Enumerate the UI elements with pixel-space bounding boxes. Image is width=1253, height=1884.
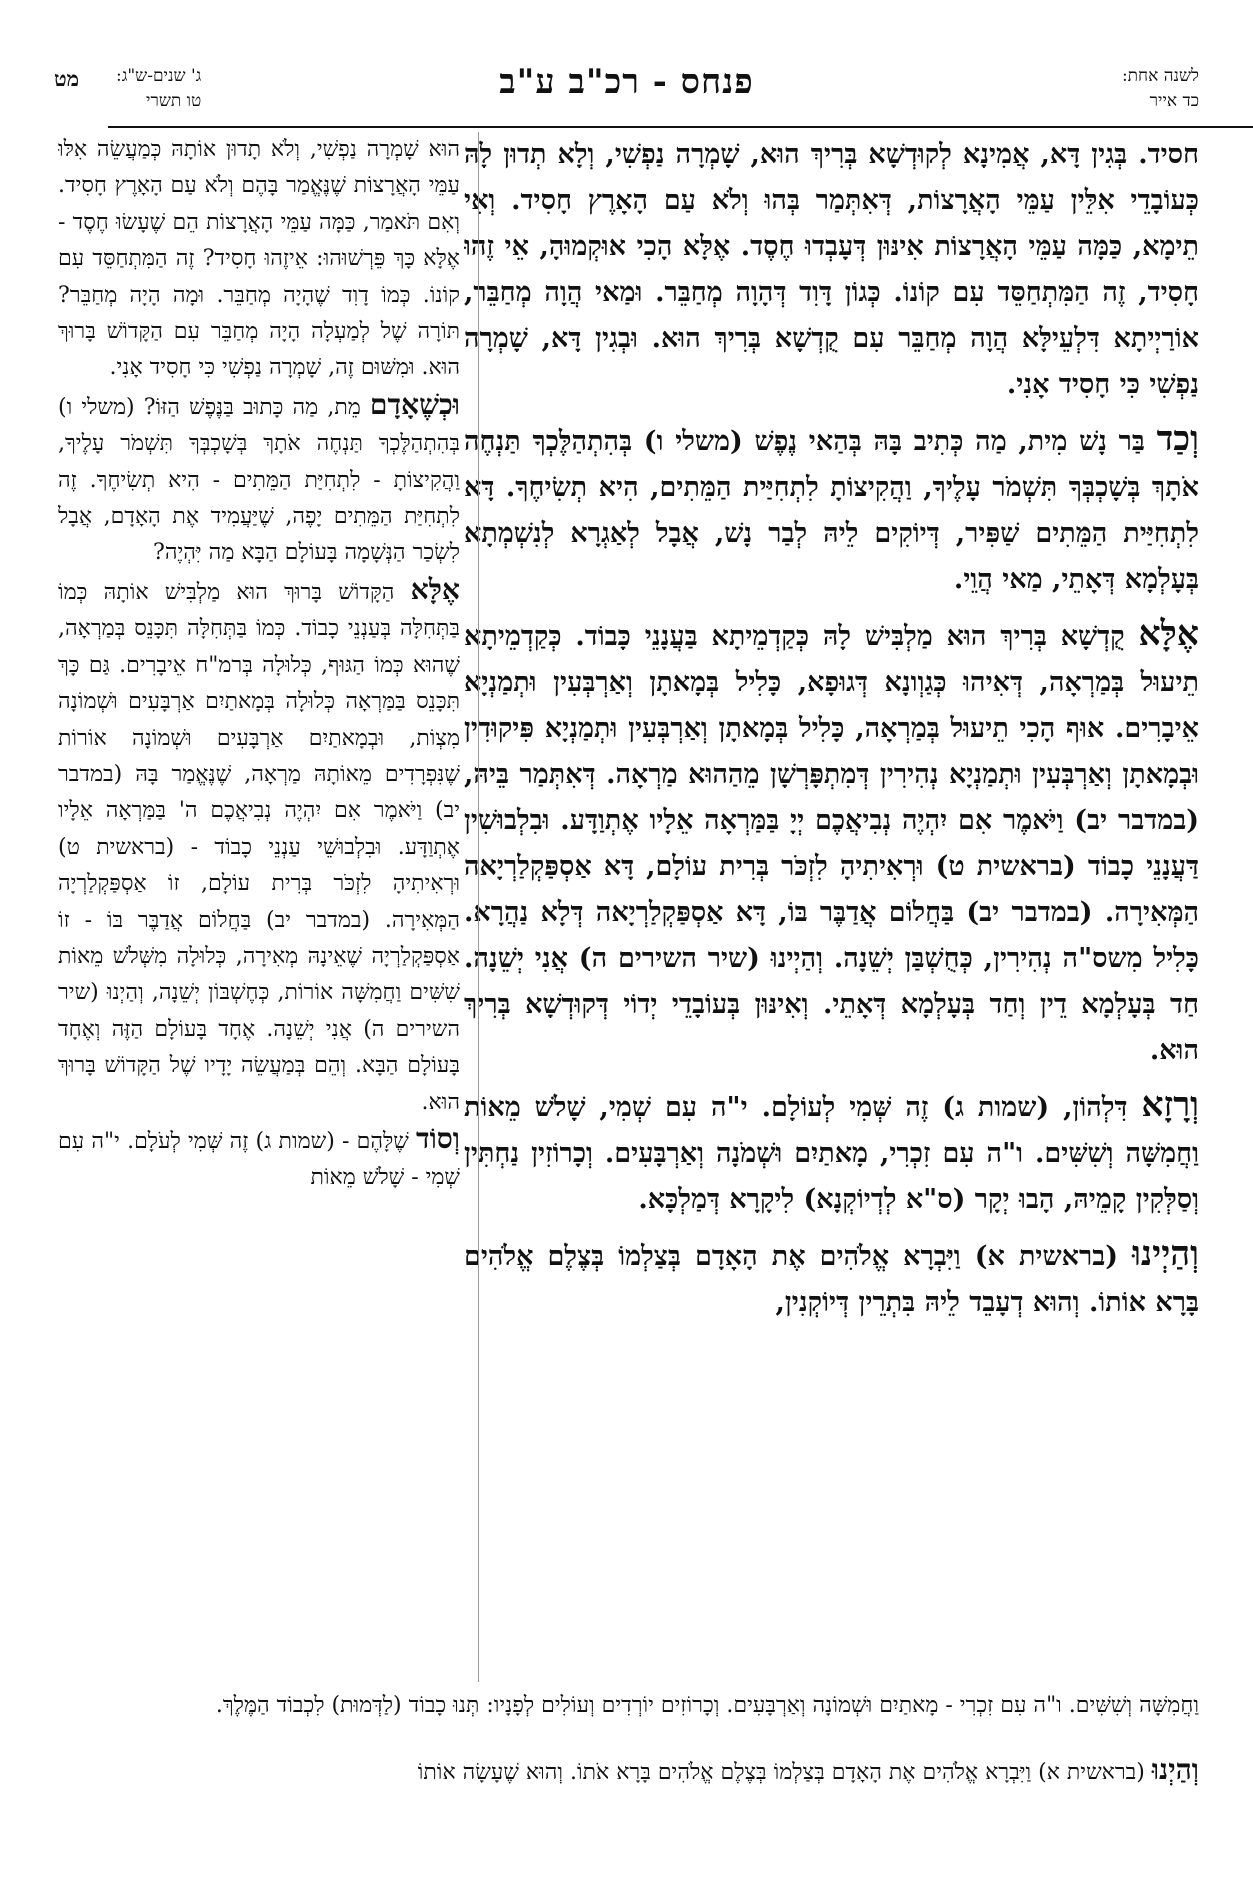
main-paragraph-5-lead-word: וְהַיְינוּ [1132, 1234, 1199, 1274]
side-paragraph-2-lead-word: וּכְשֶׁאָדָם [369, 387, 460, 421]
side-paragraph-2 [58, 387, 460, 572]
header-rule [108, 126, 1253, 128]
main-paragraph-4 [464, 1082, 1199, 1223]
bottom-continuation-line-2 [54, 1754, 1199, 1789]
main-paragraph-3-text: קֻדְשָׁא בְּרִיךְ הוּא מַלְבִּישׁ לָהּ כְּקַדְמֵיתָא בַּעֲנָנֵי כָּבוֹד. כְּקַדְמֵיתָא תֵיעוּל בְּמַרְאָה, דְּאִיהוּ כְּגַוְונָא דְּגוּפָא, כָּלִיל בְּמָאתָן וְאַרְבְּעִין וּתְמַנְיָא אֵיבָרִים. אוּף הָכִי תֵיעוּל בְּמַרְאָה, כָּלִיל בְּמָאתָן וְאַרְבְּעִין וּתְמַנְיָא פִּיקוּדִין וּבְמָאתָן וְאַרְבְּעִין וּתְמַנְיָא נְהִירִין דְּמִתְפָּרְשָׁן מֵהַהוּא מַרְאָה. דְּאִתְּמַר בֵּיהּ, (במדבר יב) וַיֹּאמֶר אִם יִהְיֶה נְבִיאֲכֶם יְיָ בַּמַּרְאָה אֵלָיו אֶתְוַדָּע. וּבִלְבוּשִׁין דַּעֲנָנֵי כָבוֹד (בראשית ט) וּרְאִיתִיהָ לִזְכֹּר בְּרִית עוֹלָם, דָּא אַסְפַּקְלַרְיָאה הַמְּאִירָה. (במדבר יב) בַּחֲלוֹם אֲדַבֶּר בּוֹ, דָּא אַסְפַּקְלַרְיָאה דְּלָא נַהֲרָא. כָּלִיל מִשס"ה נְהִירִין, כְּחֻשְׁבַּן יְשֵׁנָה. וְהַיְינוּ (שיר השירים ה) אֲנִי יְשֵׁנָה. חַד בְּעָלְמָא דֵין וְחַד בְּעָלְמָא דְּאָתֵי. וְאִינּוּן בְּעוֹבָדֵי יְדוֹי דְּקוּדְשָׁא בְּרִיךְ הוּא. [464, 621, 1199, 1066]
main-paragraph-2 [464, 416, 1199, 603]
main-paragraph-4-text: דִּלְהוֹן, (שמות ג) זֶה שְּׁמִי לְעוֹלָם. י"ה עִם שְׁמִי, שָׁלֹשׁ מֵאוֹת וַחֲמִשָּׁה וְשִׁשִּׁים. ו"ה עִם זִכְרִי, מָאתַיִם וּשְׁמֹנָה וְאַרְבָּעִים. וְכָרוֹזִין נַחְתִּין וְסַלְּקִין קָמֵיהּ, הָבוּ יְקָר (ס"א לְדְיוֹקְנָא) לִיקָרָא דְּמַלְכָּא. [464, 1092, 1199, 1215]
side-paragraph-1-text: הוּא שָׁמְרָה נַפְשִׁי, וְלֹא תָדוּן אוֹתָהּ כְּמַעֲשֵׂה אִלּוּ עַמֵּי הָאֲרָצוֹת שֶׁנֶּאֱמַר בָּהֶם וְלֹא עַם הָאָרֶץ חָסִיד. וְאִם תֹּאמַר, כַּמָּה עַמֵּי הָאֲרָצוֹת הֵם שֶׁעָשׂוּ חֶסֶד - אֶלָּא כָּךְ פֵּרְשׁוּהוּ: אֵיזֶהוּ חָסִיד? זֶה הַמִּתְחַסֵּד עִם קוֹנוֹ. כְּמוֹ דָוִד שֶׁהָיָה מְחַבֵּר. וּמָה הָיָה מְחַבֵּר? תּוֹרָה שֶׁל לְמַעְלָה הָיָה מְחַבֵּר עִם הַקָּדוֹשׁ בָּרוּךְ הוּא. וּמִשּׁוּם זֶה, שָׁמְרָה נַפְשִׁי כִּי חָסִיד אָנִי. [58, 137, 460, 381]
page-number: מט [54, 66, 80, 91]
side-paragraph-2-text: מֵת, מַה כָּתוּב בַּנֶּפֶשׁ הַזּוֹ? (משלי ו) בְּהִתְהַלֶּכְךָ תַּנְחֶה אֹתָךְ בְּשָׁכְבְּךָ תִּשְׁמֹר עָלֶיךָ, וַהֲקִיצוֹתָ - לִתְחִיַּת הַמֵּתִים - הִיא תְשִׂיחֶךָ. זֶה לִתְחִיַּת הַמֵּתִים יָפֶה, שֶׁיַּעֲמִיד אֶת הָאָדָם, אֲבָל לִשְׂכַר הַנְּשָׁמָה בָּעוֹלָם הַבָּא מַה יִּהְיֶה? [58, 394, 460, 566]
bottom-line-2-text: (בראשית א) וַיִּבְרָא אֱלֹהִים אֶת הָאָדָם בְּצַלְמוֹ בְּצֶלֶם אֱלֹהִים בָּרָא אֹתוֹ. וְהוּא שֶׁעָשָׂה אוֹתוֹ [417, 1760, 1152, 1785]
main-paragraph-1 [464, 132, 1199, 408]
header-one-year-date: כד אייר [1149, 91, 1199, 111]
header-three-years-label: ג' שנים-ש"ג: [116, 66, 202, 86]
main-paragraph-3 [464, 611, 1199, 1074]
main-paragraph-5 [464, 1231, 1199, 1326]
header-three-years-date: טו תשרי [146, 91, 202, 111]
side-paragraph-1 [58, 132, 460, 387]
side-paragraph-4-lead-word: וְסוֹד [416, 1121, 460, 1155]
bottom-line-2-lead-word: וְהַיְנוּ [1151, 1753, 1199, 1786]
side-paragraph-3 [58, 572, 460, 1121]
main-paragraph-2-text: בַּר נָשׁ מִית, מַה כְּתִיב בָּהּ בְּהַאי נֶפֶשׁ (משלי ו) בְּהִתְהַלֶּכְךָ תַּנְחֶה אֹתָךְ בְּשָׁכְבְּךָ תִּשְׁמֹר עָלֶיךָ, וַהֲקִיצוֹתָ לִתְחִיַּית הַמֵּתִים, הִיא תְשִׂיחֶךָ. דָּא לִתְחִיַּית הַמֵּתִים שַׁפִּיר, דְּיוֹקִים לֵיהּ לְבַר נָשׁ, אֲבָל לְאַגְרָא לְנִשְׁמְתָא בְּעָלְמָא דְּאָתֵי, מַאי הֲוֵי. [464, 426, 1199, 595]
main-text-column [464, 132, 1199, 1682]
main-paragraph-4-lead-word: וְרָזָא [1141, 1085, 1199, 1125]
main-paragraph-2-lead-word: וְכַד [1156, 419, 1199, 459]
main-paragraph-1-text: חסיד. בְּגִין דָּא, אֲמִינָא לְקוּדְשָׁא בְּרִיךְ הוּא, שָׁמְרָה נַפְשִׁי, וְלָא תְדוּן לָהּ כְּעוֹבָדֵי אִלֵּין עַמֵּי הָאֲרָצוֹת, דְּאִתְּמַר בְּהוּ וְלֹא עַם הָאָרֶץ חָסִיד. וְאִי תֵימָא, כַּמָּה עַמֵּי הָאֲרָצוֹת אִינּוּן דְּעָבְדוּ חֶסֶד. אֶלָּא הָכִי אוּקְמוּהָ, אֵי זֶהוּ חָסִיד, זֶה הַמִּתְחַסֵּד עִם קוֹנוֹ. כְּגוֹן דָּוִד דְּהָוָה מְחַבֵּר. וּמַאי הֲוָה מְחַבֵּר, אוֹרַיְיתָא דִּלְעֵילָּא הֲוָה מְחַבֵּר עִם קֻדְשָׁא בְּרִיךְ הוּא. וּבְגִין דָּא, שָׁמְרָה נַפְשִׁי כִּי חָסִיד אָנִי. [464, 139, 1199, 400]
side-paragraph-4 [58, 1121, 460, 1197]
side-paragraph-4-text: שֶׁלָּהֶם - (שמות ג) זֶה שְּׁמִי לְעֹלָם. י"ה עִם שְׁמִי - שָׁלֹשׁ מֵאוֹת [58, 1128, 460, 1191]
bottom-line-1-text: וַחֲמִשָּׁה וְשִׁשִּׁים. ו"ה עִם זִכְרִי - מָאתַיִם וּשְׁמוֹנָה וְאַרְבָּעִים. וְכָרוֹזִים יוֹרְדִים וְעוֹלִים לְפָנָיו: תְּנוּ כָבוֹד (לַדְּמוּת) לִכְבוֹד הַמֶּלֶךְ. [215, 1693, 1199, 1718]
column-divider [478, 132, 479, 1682]
main-paragraph-5-text: (בראשית א) וַיִּבְרָא אֱלֹהִים אֶת הָאָדָם בְּצַלְמוֹ בְּצֶלֶם אֱלֹהִים בָּרָא אוֹתוֹ. וְהוּא דְעָבֵד לֵיהּ בִּתְרֵין דְּיוֹקְנִין, [464, 1241, 1199, 1318]
side-paragraph-3-text: הַקָּדוֹשׁ בָּרוּךְ הוּא מַלְבִּישׁ אוֹתָהּ כְּמוֹ בַּתְּחִלָּה בְּעַנְנֵי כָבוֹד. כְּמוֹ בַּתְּחִלָּה תִּכָּנֵס בְּמַרְאָה, שֶׁהוּא כְּמוֹ הַגּוּף, כְּלוּלָה בְּרמ"ח אֵיבָרִים. גַּם כָּךְ תִּכָּנֵס בַּמַּרְאָה כְּלוּלָה בְּמָאתַיִם אַרְבָּעִים וּשְׁמוֹנָה מִצְוֹת, וּבְמָאתַיִם אַרְבָּעִים וּשְׁמוֹנָה אוֹרוֹת שֶׁנִּפְרָדִים מֵאוֹתָהּ מַרְאָה, שֶׁנֶּאֱמַר בָּהּ (במדבר יב) וַיֹּאמֶר אִם יִהְיֶה נְבִיאֲכֶם ה' בַּמַּרְאָה אֵלָיו אֶתְוַדָּע. וּבִלְבוּשֵׁי עַנְנֵי כָבוֹד - (בראשית ט) וּרְאִיתִיהָ לִזְכֹּר בְּרִית עוֹלָם, זוֹ אַסְפַּקְלַרְיָה הַמְּאִירָה. (במדבר יב) בַּחֲלוֹם אֲדַבֶּר בּוֹ - זוֹ אַסְפַּקְלַרְיָה שֶׁאֵינָהּ מְאִירָה, כְּלוּלָה מִשְּׁלֹשׁ מֵאוֹת שִׁשִּׁים וַחֲמִשָּׁה אוֹרוֹת, כְּחֶשְׁבּוֹן יְשֵׁנָה, וְהַיְנוּ (שיר השירים ה) אֲנִי יְשֵׁנָה. אֶחָד בָּעוֹלָם הַזֶּה וְאֶחָד בָּעוֹלָם הַבָּא. וְהֵם בְּמַעֲשֵׂה יָדָיו שֶׁל הַקָּדוֹשׁ בָּרוּךְ הוּא. [58, 579, 460, 1115]
main-paragraph-3-lead-word: אֶלָּא [1138, 614, 1199, 654]
page-header [54, 60, 1199, 125]
page-title: פנחס - רכ"ב ע"ב [499, 62, 754, 102]
side-paragraph-3-lead-word: אֶלָּא [410, 572, 460, 606]
translation-column [58, 132, 460, 1682]
bottom-continuation-line-1 [54, 1690, 1199, 1722]
header-study-schedule-three-years [116, 64, 201, 114]
header-one-year-label: לשנה אחת: [1121, 66, 1199, 86]
